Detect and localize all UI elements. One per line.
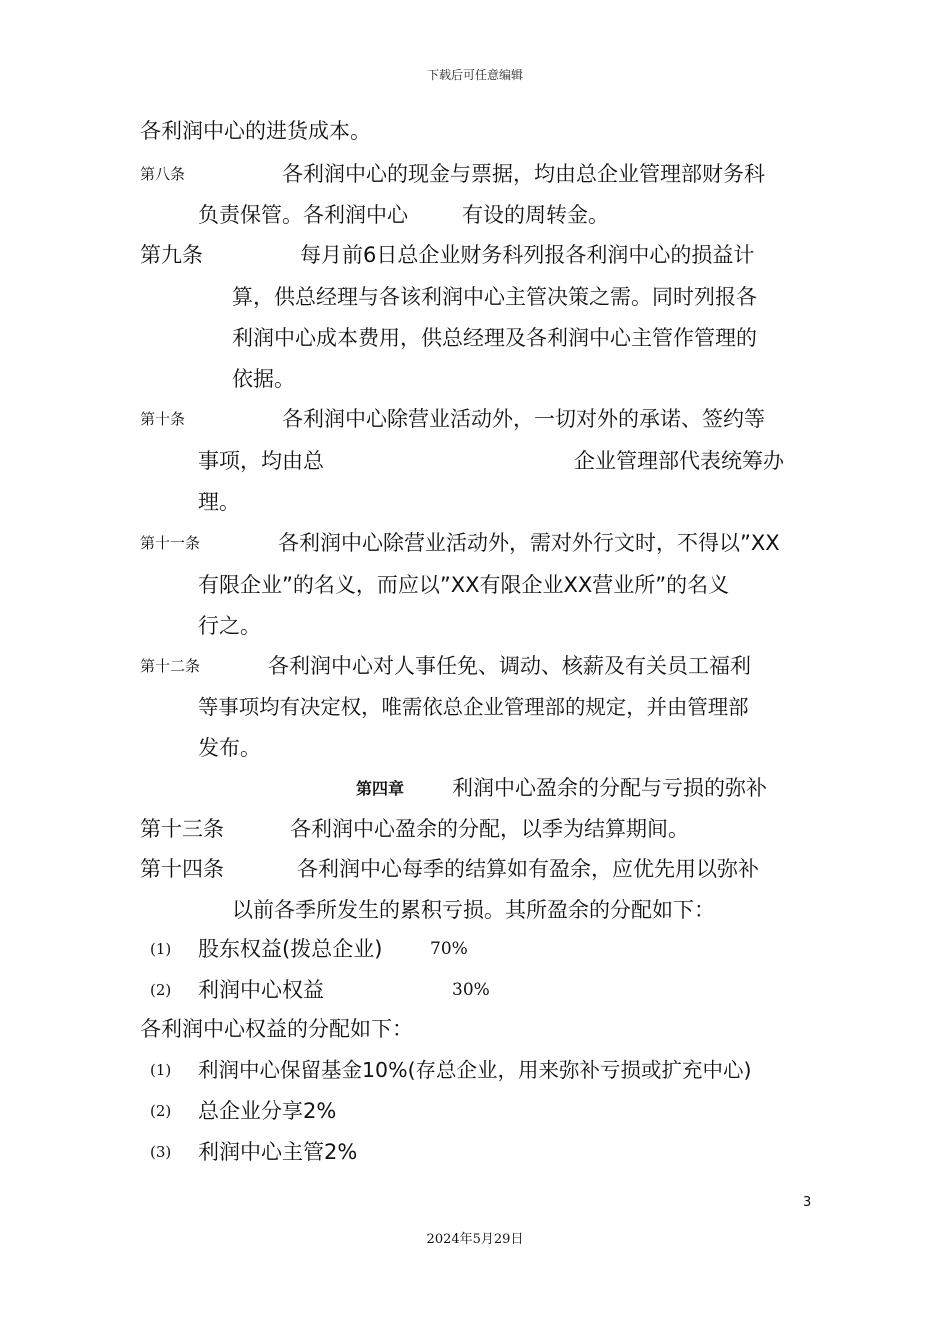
- article-label: 第十一条: [140, 534, 201, 552]
- page-number: 3: [803, 1195, 812, 1210]
- text-line: 各利润中心除营业活动外，一切对外的承诺、签约等: [282, 407, 765, 431]
- list-item-value: 70%: [430, 939, 468, 959]
- list-item-value: 30%: [452, 980, 490, 1000]
- list-number: (1): [150, 940, 172, 958]
- article-label: 第九条: [140, 243, 203, 267]
- text-line: 负责保管。各利润中心: [198, 203, 408, 227]
- page-header: 下载后可任意编辑: [426, 68, 523, 82]
- list-number: (3): [150, 1143, 172, 1161]
- text-line: 企业管理部代表统筹办: [574, 449, 784, 473]
- text-line: 算，供总经理与各该利润中心主管决策之需。同时列报各: [232, 285, 757, 309]
- text-line: 每月前6日总企业财务科列报各利润中心的损益计: [300, 243, 755, 267]
- text-line: 等事项均有决定权，唯需依总企业管理部的规定，并由管理部: [198, 695, 749, 719]
- chapter-label: 第四章: [356, 779, 405, 798]
- list-item-text: 利润中心保留基金10%(存总企业，用来弥补亏损或扩充中心): [198, 1058, 752, 1082]
- page-footer-date: 2024年5月29日: [426, 1232, 524, 1247]
- list-number: (2): [150, 981, 172, 999]
- article-label: 第十三条: [140, 817, 224, 841]
- list-item-text: 总企业分享2%: [198, 1099, 337, 1123]
- text-line: 各利润中心盈余的分配，以季为结算期间。: [290, 817, 689, 841]
- article-label: 第十二条: [140, 657, 201, 675]
- chapter-title: 利润中心盈余的分配与亏损的弥补: [452, 776, 767, 800]
- list-number: (2): [150, 1102, 172, 1120]
- article-label: 第八条: [140, 165, 186, 183]
- text-line: 各利润中心的进货成本。: [140, 119, 371, 143]
- text-line: 各利润中心对人事任免、调动、核薪及有关员工福利: [268, 654, 751, 678]
- list-item-text: 股东权益(拨总企业): [198, 937, 383, 961]
- text-line: 各利润中心除营业活动外，需对外行文时，不得以”XX: [278, 531, 780, 555]
- list-number: (1): [150, 1061, 172, 1079]
- article-label: 第十四条: [140, 857, 224, 881]
- list-item-text: 利润中心权益: [198, 978, 324, 1002]
- article-label: 第十条: [140, 410, 186, 428]
- list-item-text: 利润中心主管2%: [198, 1140, 358, 1164]
- text-line: 行之。: [198, 614, 261, 638]
- text-line: 有限企业”的名义，而应以”XX有限企业XX营业所”的名义: [198, 573, 730, 597]
- text-line: 有设的周转金。: [462, 203, 609, 227]
- sub-heading: 各利润中心权益的分配如下：: [140, 1017, 413, 1041]
- text-line: 利润中心成本费用，供总经理及各利润中心主管作管理的: [232, 326, 757, 350]
- text-line: 各利润中心的现金与票据，均由总企业管理部财务科: [282, 162, 765, 186]
- text-line: 发布。: [198, 736, 261, 760]
- text-line: 以前各季所发生的累积亏损。其所盈余的分配如下：: [232, 898, 715, 922]
- text-line: 各利润中心每季的结算如有盈余，应优先用以弥补: [297, 857, 759, 881]
- text-line: 事项，均由总: [198, 449, 324, 473]
- text-line: 依据。: [232, 367, 295, 391]
- text-line: 理。: [198, 490, 240, 514]
